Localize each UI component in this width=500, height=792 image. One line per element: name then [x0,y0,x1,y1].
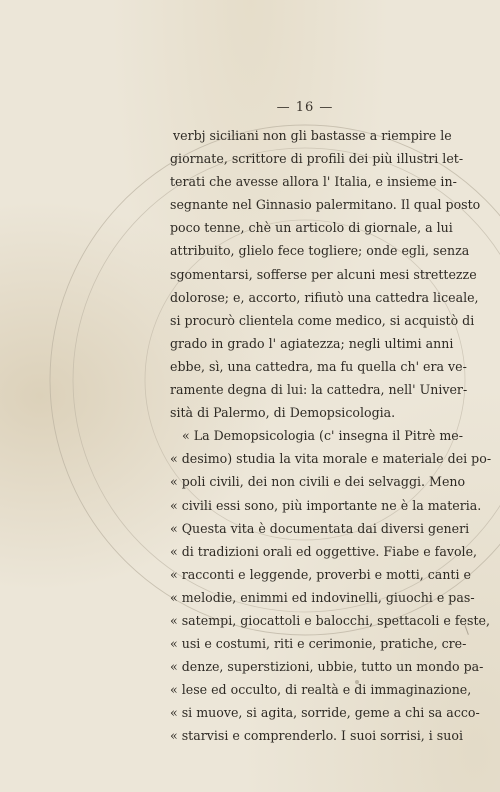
text-line: giornate, scrittore di profili dei più illustri let- [170,151,464,167]
body-text [170,124,492,748]
text-line: ramente degna di lui: la cattedra, nell' Univer- [170,382,468,398]
ink-spot [355,680,359,684]
text-line: « racconti e leggende, proverbi e motti, canti e [170,566,471,582]
text-line: verbj siciliani non gli bastasse a riempire le [173,128,452,143]
text-line: « usi e costumi, riti e cerimonie, pratiche, cre- [170,636,467,652]
text-line: « satempi, giocattoli e balocchi, spettacoli e feste, [170,612,490,628]
text-line: attribuito, glielo fece togliere; onde egli, senza [170,243,470,259]
text-line: « civili essi sono, più importante ne è la materia. [170,497,482,513]
text-line: segnante nel Ginnasio palermitano. Il qual posto [170,197,481,213]
text-line: si procurò clientela come medico, si acquistò di [170,312,475,328]
text-line: ebbe, sì, una cattedra, ma fu quella ch' era ve- [170,358,467,374]
text-line: « Questa vita è documentata dai diversi generi [170,520,470,536]
page-number: — 16 — [276,100,334,115]
text-line: « di tradizioni orali ed oggettive. Fiabe e favole, [170,543,478,559]
text-line: « desimo) studia la vita morale e materiale dei po- [170,451,492,467]
text-line: poco tenne, chè un articolo di giornale, a lui [170,220,453,236]
text-line: « La Demopsicologia (c' insegna il Pitrè me- [182,428,463,444]
text-line: sgomentarsi, sofferse per alcuni mesi strettezze [170,266,477,282]
text-line: grado in grado l' agiatezza; negli ultimi anni [170,335,454,351]
text-line: dolorose; e, accorto, rifiutò una cattedra liceale, [170,289,479,305]
text-line: « si muove, si agita, sorride, geme a chi sa acco- [170,705,480,721]
text-line: « melodie, enimmi ed indovinelli, giuochi e pas- [170,589,475,605]
text-line: « denze, superstizioni, ubbie, tutto un mondo pa- [170,659,484,675]
text-line: sità di Palermo, di Demopsicologia. [170,405,396,421]
text-line: « poli civili, dei non civili e dei selvaggi. Meno [170,474,466,490]
text-line: « starvisi e comprenderlo. I suoi sorrisi, i suoi [170,728,463,744]
text-line: terati che avesse allora l' Italia, e insieme in- [170,174,457,190]
text-line: « lese ed occulto, di realtà e di immaginazione, [170,682,472,698]
